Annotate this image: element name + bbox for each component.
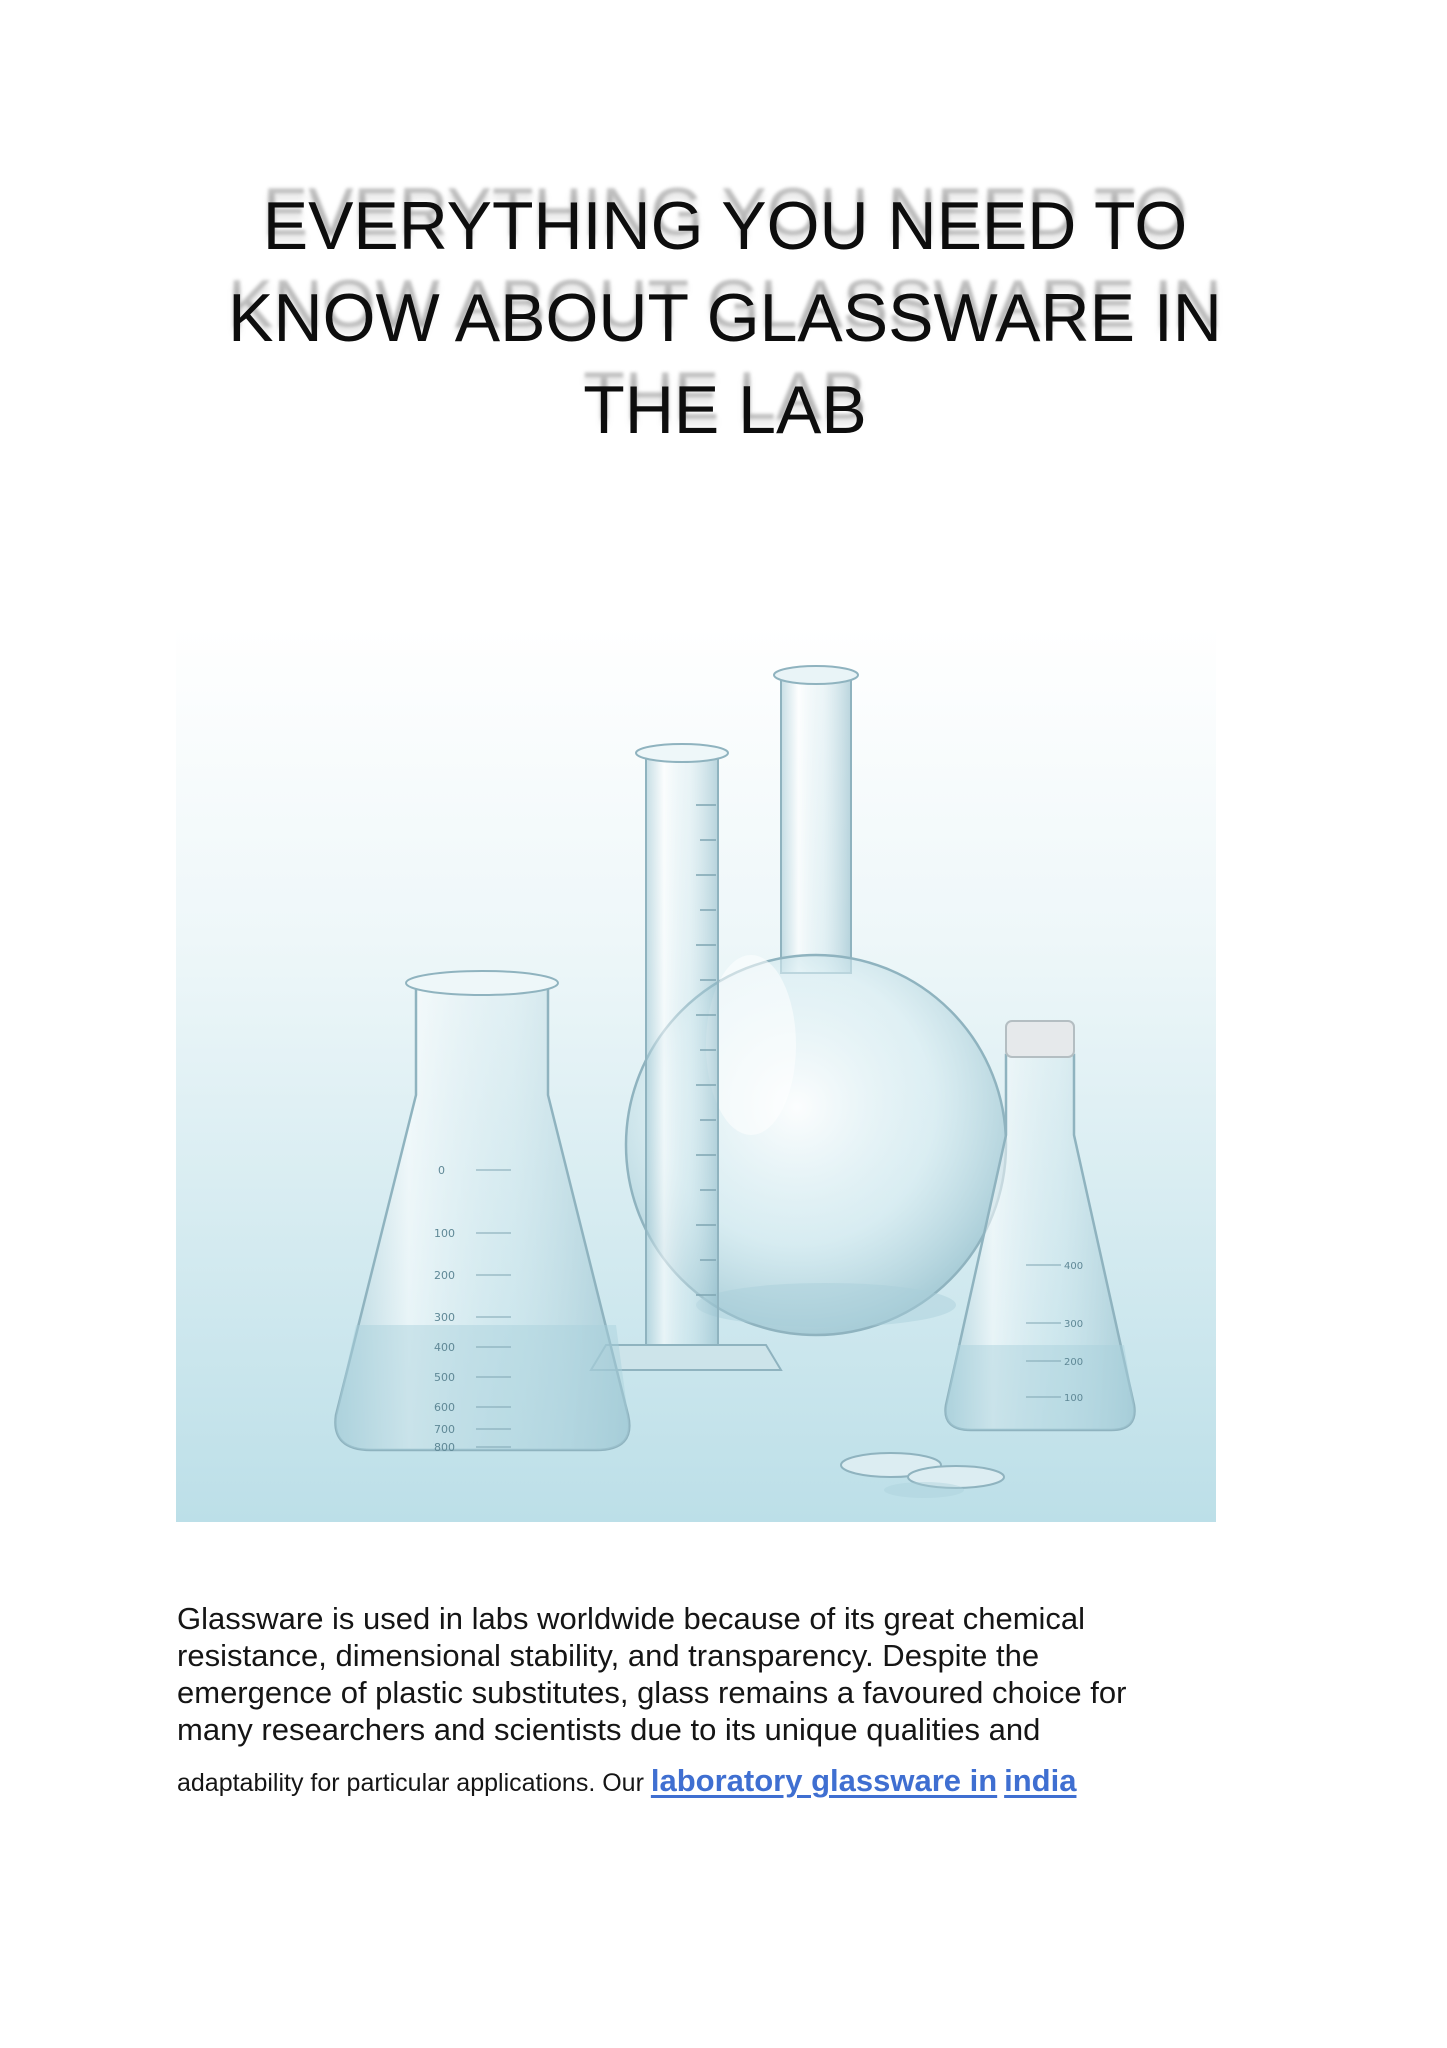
flask-scale-label: 300 [1064,1319,1084,1330]
paragraph-line-5-text: adaptability for particular applications. Our [177,1769,651,1797]
flask-scale-label: 100 [1064,1393,1084,1404]
paragraph-line-1: Glassware is used in labs worldwide because of its great chemical [177,1601,1086,1636]
title-line-3: THE LAB [583,372,867,448]
paragraph-line-4: many researchers and scientists due to its unique qualities and [177,1712,1041,1747]
flask-scale-label: 800 [434,1441,455,1454]
flask-scale-label: 0 [438,1164,445,1177]
flask-scale-label: 600 [434,1401,455,1414]
paragraph-line-2: resistance, dimensional stability, and transparency. Despite the [177,1638,1040,1673]
page-title [150,180,1300,456]
laboratory-glassware-image [176,625,1216,1522]
flask-scale-label: 300 [434,1311,455,1324]
flask-scale-label: 100 [434,1227,455,1240]
india-link[interactable]: india [1004,1763,1077,1798]
paragraph-line-5 [177,1762,1257,1802]
flask-scale-label: 200 [434,1269,455,1282]
title-line-2: KNOW ABOUT GLASSWARE IN [228,280,1222,356]
flask-scale-label: 400 [1064,1261,1084,1272]
paragraph-line-3: emergence of plastic substitutes, glass remains a favoured choice for [177,1675,1127,1710]
flask-scale-label: 400 [434,1341,455,1354]
flask-scale-label: 700 [434,1423,455,1436]
laboratory-glassware-illustration-icon [176,625,1216,1522]
flask-scale-label: 200 [1064,1357,1084,1368]
laboratory-glassware-link[interactable]: laboratory glassware in [650,1763,998,1798]
title-line-1: EVERYTHING YOU NEED TO [262,188,1188,264]
intro-paragraph [177,1600,1257,1802]
flask-scale-label: 500 [434,1371,455,1384]
